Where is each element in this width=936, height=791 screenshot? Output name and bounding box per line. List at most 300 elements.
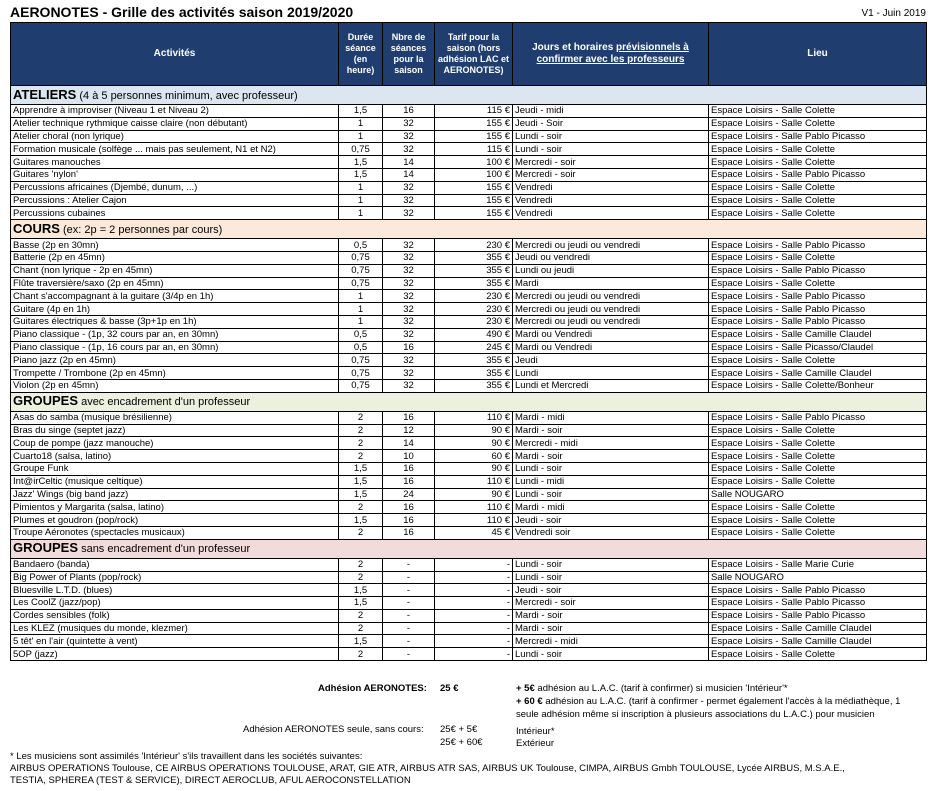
nbre-cell: - <box>383 558 435 571</box>
nbre-cell: 16 <box>383 526 435 539</box>
activities-table <box>10 22 927 661</box>
section-header-cours <box>11 220 927 239</box>
duree-cell: 0,75 <box>339 354 383 367</box>
activite-cell: Apprendre à improviser (Niveau 1 et Niveau 2) <box>11 105 339 118</box>
duree-cell: 0,5 <box>339 239 383 252</box>
activite-cell: Batterie (2p en 45mn) <box>11 251 339 264</box>
tarif-cell: 110 € <box>435 411 513 424</box>
nbre-cell: 12 <box>383 424 435 437</box>
jours-cell: Mardi - soir <box>513 622 709 635</box>
seule-value-interieur: 25€ + 5€ <box>440 724 478 735</box>
lieu-cell: Salle NOUGARO <box>709 488 927 501</box>
table-row <box>11 584 927 597</box>
tarif-cell: 90 € <box>435 462 513 475</box>
activite-cell: Groupe Funk <box>11 462 339 475</box>
nbre-cell: 32 <box>383 328 435 341</box>
activite-cell: Percussions : Atelier Cajon <box>11 194 339 207</box>
tarif-cell: 155 € <box>435 130 513 143</box>
tarif-cell: 355 € <box>435 379 513 392</box>
duree-cell: 0,5 <box>339 328 383 341</box>
table-row <box>11 117 927 130</box>
table-row <box>11 105 927 118</box>
column-header-lieu: Lieu <box>709 23 927 86</box>
lieu-cell: Espace Loisirs - Salle Colette <box>709 117 927 130</box>
nbre-cell: 32 <box>383 130 435 143</box>
duree-cell: 0,75 <box>339 367 383 380</box>
duree-cell: 2 <box>339 622 383 635</box>
jours-header-text: Jours et horaires <box>532 42 617 53</box>
lieu-cell: Espace Loisirs - Salle Colette <box>709 354 927 367</box>
duree-cell: 1,5 <box>339 168 383 181</box>
table-row <box>11 597 927 610</box>
lieu-cell: Espace Loisirs - Salle Pablo Picasso <box>709 597 927 610</box>
nbre-cell: 32 <box>383 277 435 290</box>
table-row <box>11 635 927 648</box>
tarif-cell: 90 € <box>435 424 513 437</box>
duree-cell: 1 <box>339 117 383 130</box>
table-row <box>11 379 927 392</box>
nbre-cell: 14 <box>383 437 435 450</box>
tarif-cell: - <box>435 571 513 584</box>
tarif-cell: 100 € <box>435 168 513 181</box>
lieu-cell: Espace Loisirs - Salle Pablo Picasso <box>709 290 927 303</box>
column-header-duree: Durée séance (en heure) <box>339 23 383 86</box>
duree-cell: 0,75 <box>339 379 383 392</box>
table-row <box>11 367 927 380</box>
lieu-cell: Espace Loisirs - Salle Picasso/Claudel <box>709 341 927 354</box>
duree-cell: 2 <box>339 424 383 437</box>
tarif-cell: 90 € <box>435 437 513 450</box>
jours-cell: Mardi - soir <box>513 609 709 622</box>
tarif-cell: 155 € <box>435 181 513 194</box>
activite-cell: Bras du singe (septet jazz) <box>11 424 339 437</box>
lieu-cell: Espace Loisirs - Salle Camille Claudel <box>709 367 927 380</box>
jours-cell: Lundi - soir <box>513 648 709 661</box>
duree-cell: 2 <box>339 558 383 571</box>
jours-cell: Lundi - soir <box>513 488 709 501</box>
nbre-cell: 16 <box>383 501 435 514</box>
duree-cell: 0,75 <box>339 251 383 264</box>
duree-cell: 2 <box>339 609 383 622</box>
nbre-cell: 16 <box>383 341 435 354</box>
duree-cell: 1,5 <box>339 488 383 501</box>
lieu-cell: Espace Loisirs - Salle Colette <box>709 450 927 463</box>
table-row <box>11 526 927 539</box>
activite-cell: 5OP (jazz) <box>11 648 339 661</box>
activite-cell: Les KLEZ (musiques du monde, klezmer) <box>11 622 339 635</box>
table-row <box>11 424 927 437</box>
duree-cell: 1,5 <box>339 105 383 118</box>
duree-cell: 2 <box>339 450 383 463</box>
jours-cell: Vendredi <box>513 207 709 220</box>
duree-cell: 2 <box>339 648 383 661</box>
nbre-cell: 32 <box>383 264 435 277</box>
activite-cell: Asas do samba (musique brésilienne) <box>11 411 339 424</box>
table-row <box>11 130 927 143</box>
nbre-cell: 10 <box>383 450 435 463</box>
section-title-cell <box>11 220 927 239</box>
plus60-amount: + 60 € <box>516 696 543 707</box>
activite-cell: Pimientos y Margarita (salsa, latino) <box>11 501 339 514</box>
table-row <box>11 156 927 169</box>
jours-cell: Lundi - soir <box>513 462 709 475</box>
nbre-cell: 16 <box>383 514 435 527</box>
nbre-cell: 32 <box>383 251 435 264</box>
nbre-cell: 32 <box>383 303 435 316</box>
tarif-cell: 110 € <box>435 501 513 514</box>
adhesion-label: Adhésion AERONOTES: <box>318 683 427 694</box>
lieu-cell: Espace Loisirs - Salle Camille Claudel <box>709 622 927 635</box>
jours-cell: Mercredi ou jeudi ou vendredi <box>513 239 709 252</box>
section-title: GROUPES <box>13 540 79 556</box>
section-title: ATELIERS <box>13 86 77 102</box>
table-row <box>11 462 927 475</box>
section-title: GROUPES <box>13 393 79 409</box>
jours-cell: Mercredi ou jeudi ou vendredi <box>513 303 709 316</box>
table-row <box>11 143 927 156</box>
duree-cell: 1,5 <box>339 597 383 610</box>
jours-cell: Mardi - soir <box>513 450 709 463</box>
activite-cell: Basse (2p en 30mn) <box>11 239 339 252</box>
activite-cell: Cordes sensibles (folk) <box>11 609 339 622</box>
seule-value-exterieur: 25€ + 60€ <box>440 737 483 748</box>
interieur-label: Intérieur* <box>516 726 555 737</box>
activite-cell: Guitare (4p en 1h) <box>11 303 339 316</box>
nbre-cell: 16 <box>383 475 435 488</box>
jours-cell: Mercredi ou jeudi ou vendredi <box>513 290 709 303</box>
tarif-cell: 60 € <box>435 450 513 463</box>
version-label: V1 - Juin 2019 <box>861 8 926 19</box>
nbre-cell: 32 <box>383 207 435 220</box>
column-header-activites: Activités <box>11 23 339 86</box>
tarif-cell: 355 € <box>435 264 513 277</box>
footnote-line3: TESTIA, SPHEREA (TEST & SERVICE), DIRECT AEROCLUB, AFUL AEROCONSTELLATION <box>10 775 411 786</box>
duree-cell: 2 <box>339 571 383 584</box>
duree-cell: 1 <box>339 130 383 143</box>
lieu-cell: Espace Loisirs - Salle Colette <box>709 501 927 514</box>
section-header-groupes2 <box>11 539 927 558</box>
duree-cell: 0,75 <box>339 143 383 156</box>
nbre-cell: - <box>383 609 435 622</box>
table-body <box>11 86 927 661</box>
jours-cell: Jeudi - Soir <box>513 117 709 130</box>
tarif-cell: 110 € <box>435 514 513 527</box>
table-row <box>11 437 927 450</box>
activite-cell: Coup de pompe (jazz manouche) <box>11 437 339 450</box>
nbre-cell: 32 <box>383 315 435 328</box>
section-title-cell <box>11 86 927 105</box>
duree-cell: 0,75 <box>339 264 383 277</box>
tarif-cell: - <box>435 622 513 635</box>
duree-cell: 1,5 <box>339 156 383 169</box>
table-row <box>11 290 927 303</box>
tarif-cell: 115 € <box>435 105 513 118</box>
lieu-cell: Salle NOUGARO <box>709 571 927 584</box>
jours-cell: Vendredi <box>513 194 709 207</box>
tarif-cell: 355 € <box>435 367 513 380</box>
tarif-cell: 110 € <box>435 475 513 488</box>
page-title: AERONOTES - Grille des activités saison 2019/2020 <box>10 4 354 20</box>
table-row <box>11 303 927 316</box>
nbre-cell: 32 <box>383 290 435 303</box>
plus60-line2: seule adhésion même si inscription à plusieurs associations du L.A.C.) pour musicien <box>516 709 875 720</box>
lieu-cell: Espace Loisirs - Salle Colette <box>709 437 927 450</box>
tarif-cell: 155 € <box>435 207 513 220</box>
section-header-groupes <box>11 392 927 411</box>
plus5-line <box>516 683 788 694</box>
nbre-cell: 32 <box>383 239 435 252</box>
tarif-cell: 355 € <box>435 277 513 290</box>
tarif-cell: 490 € <box>435 328 513 341</box>
activite-cell: Big Power of Plants (pop/rock) <box>11 571 339 584</box>
lieu-cell: Espace Loisirs - Salle Marie Curie <box>709 558 927 571</box>
table-row <box>11 622 927 635</box>
tarif-cell: 45 € <box>435 526 513 539</box>
section-subtitle: (4 à 5 personnes minimum, avec professeur) <box>76 89 298 102</box>
jours-cell: Lundi ou jeudi <box>513 264 709 277</box>
duree-cell: 0,75 <box>339 277 383 290</box>
tarif-cell: 100 € <box>435 156 513 169</box>
table-row <box>11 558 927 571</box>
table-row <box>11 277 927 290</box>
tarif-cell: - <box>435 648 513 661</box>
activite-cell: Jazz' Wings (big band jazz) <box>11 488 339 501</box>
section-title-cell <box>11 392 927 411</box>
plus5-text: adhésion au L.A.C. (tarif à confirmer) si musicien 'Intérieur'* <box>534 683 788 694</box>
jours-cell: Mercredi - soir <box>513 597 709 610</box>
jours-cell: Mardi ou Vendredi <box>513 328 709 341</box>
jours-cell: Jeudi ou vendredi <box>513 251 709 264</box>
lieu-cell: Espace Loisirs - Salle Pablo Picasso <box>709 584 927 597</box>
lieu-cell: Espace Loisirs - Salle Colette <box>709 424 927 437</box>
nbre-cell: 16 <box>383 462 435 475</box>
lieu-cell: Espace Loisirs - Salle Colette <box>709 194 927 207</box>
jours-cell: Lundi - soir <box>513 571 709 584</box>
jours-cell: Jeudi <box>513 354 709 367</box>
jours-cell: Jeudi - soir <box>513 584 709 597</box>
activite-cell: Trompette / Trombone (2p en 45mn) <box>11 367 339 380</box>
duree-cell: 2 <box>339 437 383 450</box>
seule-label: Adhésion AERONOTES seule, sans cours: <box>243 724 424 735</box>
column-header-jours <box>513 23 709 86</box>
lieu-cell: Espace Loisirs - Salle Pablo Picasso <box>709 168 927 181</box>
duree-cell: 1,5 <box>339 514 383 527</box>
table-row <box>11 168 927 181</box>
table-row <box>11 488 927 501</box>
duree-cell: 1 <box>339 303 383 316</box>
jours-cell: Lundi - soir <box>513 130 709 143</box>
tarif-cell: 230 € <box>435 315 513 328</box>
lieu-cell: Espace Loisirs - Salle Colette <box>709 648 927 661</box>
footnote-line1: * Les musiciens sont assimilés 'Intérieur' s'ils travaillent dans les sociétés suivantes: <box>10 751 363 762</box>
table-row <box>11 450 927 463</box>
lieu-cell: Espace Loisirs - Salle Colette <box>709 181 927 194</box>
table-row <box>11 648 927 661</box>
section-subtitle: (ex: 2p = 2 personnes par cours) <box>59 223 223 236</box>
tarif-cell: - <box>435 635 513 648</box>
duree-cell: 1,5 <box>339 635 383 648</box>
activite-cell: Percussions africaines (Djembé, dunum, ...) <box>11 181 339 194</box>
duree-cell: 1 <box>339 290 383 303</box>
table-row <box>11 571 927 584</box>
lieu-cell: Espace Loisirs - Salle Camille Claudel <box>709 328 927 341</box>
table-row <box>11 514 927 527</box>
jours-cell: Lundi - soir <box>513 143 709 156</box>
tarif-cell: - <box>435 558 513 571</box>
nbre-cell: 32 <box>383 367 435 380</box>
tarif-cell: 115 € <box>435 143 513 156</box>
lieu-cell: Espace Loisirs - Salle Colette <box>709 475 927 488</box>
adhesion-value: 25 € <box>440 683 459 694</box>
duree-cell: 2 <box>339 411 383 424</box>
lieu-cell: Espace Loisirs - Salle Colette <box>709 514 927 527</box>
lieu-cell: Espace Loisirs - Salle Colette <box>709 462 927 475</box>
activite-cell: Piano classique - (1p, 16 cours par an, en 30mn) <box>11 341 339 354</box>
table-row <box>11 194 927 207</box>
table-row <box>11 475 927 488</box>
nbre-cell: 32 <box>383 194 435 207</box>
duree-cell: 2 <box>339 526 383 539</box>
lieu-cell: Espace Loisirs - Salle Colette <box>709 156 927 169</box>
nbre-cell: 24 <box>383 488 435 501</box>
duree-cell: 1 <box>339 315 383 328</box>
lieu-cell: Espace Loisirs - Salle Pablo Picasso <box>709 239 927 252</box>
tarif-cell: 155 € <box>435 117 513 130</box>
lieu-cell: Espace Loisirs - Salle Colette <box>709 251 927 264</box>
activite-cell: Flûte traversière/saxo (2p en 45mn) <box>11 277 339 290</box>
section-title-cell <box>11 539 927 558</box>
table-row <box>11 264 927 277</box>
nbre-cell: 32 <box>383 143 435 156</box>
section-subtitle: sans encadrement d'un professeur <box>78 543 251 556</box>
table-row <box>11 181 927 194</box>
activite-cell: Troupe Aéronotes (spectacles musicaux) <box>11 526 339 539</box>
nbre-cell: 14 <box>383 168 435 181</box>
activite-cell: Guitares électriques & basse (3p+1p en 1h) <box>11 315 339 328</box>
table-row <box>11 609 927 622</box>
plus5-amount: + 5€ <box>516 683 535 694</box>
jours-cell: Mercredi ou jeudi ou vendredi <box>513 315 709 328</box>
tarif-cell: 230 € <box>435 290 513 303</box>
tarif-cell: - <box>435 584 513 597</box>
table-row <box>11 239 927 252</box>
tarif-cell: 245 € <box>435 341 513 354</box>
activite-cell: 5 têt' en l'air (quintette à vent) <box>11 635 339 648</box>
table-row <box>11 341 927 354</box>
activite-cell: Atelier choral (non lyrique) <box>11 130 339 143</box>
duree-cell: 2 <box>339 501 383 514</box>
tarif-cell: 230 € <box>435 239 513 252</box>
activite-cell: Les CoolZ (jazz/pop) <box>11 597 339 610</box>
jours-cell: Jeudi - soir <box>513 514 709 527</box>
lieu-cell: Espace Loisirs - Salle Pablo Picasso <box>709 264 927 277</box>
section-subtitle: avec encadrement d'un professeur <box>78 396 251 409</box>
lieu-cell: Espace Loisirs - Salle Colette <box>709 526 927 539</box>
jours-cell: Vendredi <box>513 181 709 194</box>
table-row <box>11 315 927 328</box>
activite-cell: Bandaero (banda) <box>11 558 339 571</box>
lieu-cell: Espace Loisirs - Salle Colette <box>709 143 927 156</box>
duree-cell: 1 <box>339 194 383 207</box>
duree-cell: 1,5 <box>339 462 383 475</box>
nbre-cell: 32 <box>383 117 435 130</box>
jours-cell: Lundi et Mercredi <box>513 379 709 392</box>
tarif-cell: - <box>435 597 513 610</box>
tarif-cell: 90 € <box>435 488 513 501</box>
activite-cell: Cuarto18 (salsa, latino) <box>11 450 339 463</box>
jours-cell: Lundi <box>513 367 709 380</box>
jours-cell: Mercredi - soir <box>513 156 709 169</box>
activite-cell: Chant s'accompagnant à la guitare (3/4p en 1h) <box>11 290 339 303</box>
nbre-cell: 16 <box>383 105 435 118</box>
table-row <box>11 328 927 341</box>
duree-cell: 0,5 <box>339 341 383 354</box>
plus60-line <box>516 696 900 707</box>
table-row <box>11 251 927 264</box>
nbre-cell: - <box>383 584 435 597</box>
activite-cell: Piano jazz (2p en 45mn) <box>11 354 339 367</box>
tarif-cell: 355 € <box>435 251 513 264</box>
lieu-cell: Espace Loisirs - Salle Colette/Bonheur <box>709 379 927 392</box>
nbre-cell: - <box>383 622 435 635</box>
nbre-cell: - <box>383 635 435 648</box>
jours-header-underlined: prévisionnels à confirmer avec les professeurs <box>536 42 689 65</box>
jours-cell: Lundi - soir <box>513 558 709 571</box>
duree-cell: 1,5 <box>339 584 383 597</box>
activite-cell: Formation musicale (solfège ... mais pas seulement, N1 et N2) <box>11 143 339 156</box>
exterieur-label: Extérieur <box>516 738 555 749</box>
jours-cell: Mardi <box>513 277 709 290</box>
header-bar <box>10 4 926 22</box>
jours-cell: Mercredi - midi <box>513 437 709 450</box>
nbre-cell: 16 <box>383 411 435 424</box>
table-header-row <box>11 23 927 86</box>
lieu-cell: Espace Loisirs - Salle Colette <box>709 105 927 118</box>
footnote-line2: AIRBUS OPERATIONS Toulouse, CE AIRBUS OPERATIONS TOULOUSE, ARAT, GIE ATR, AIRBUS ATR SAS, AIRBUS UK Toulouse, CIMPA, AIRBUS Gmbh TOULOUSE, Lycée AIRBUS, M.S.A.E., <box>10 763 845 774</box>
jours-cell: Jeudi - midi <box>513 105 709 118</box>
activite-cell: Bluesville L.T.D. (blues) <box>11 584 339 597</box>
nbre-cell: 14 <box>383 156 435 169</box>
tarif-cell: - <box>435 609 513 622</box>
jours-cell: Mardi - soir <box>513 424 709 437</box>
lieu-cell: Espace Loisirs - Salle Pablo Picasso <box>709 411 927 424</box>
table-row <box>11 411 927 424</box>
duree-cell: 1 <box>339 181 383 194</box>
lieu-cell: Espace Loisirs - Salle Pablo Picasso <box>709 130 927 143</box>
nbre-cell: - <box>383 648 435 661</box>
activite-cell: Plumes et goudron (pop/rock) <box>11 514 339 527</box>
tarif-cell: 230 € <box>435 303 513 316</box>
activite-cell: Chant (non lyrique - 2p en 45mn) <box>11 264 339 277</box>
nbre-cell: 32 <box>383 379 435 392</box>
nbre-cell: 32 <box>383 181 435 194</box>
jours-cell: Mercredi - soir <box>513 168 709 181</box>
activite-cell: Atelier technique rythmique caisse claire (non débutant) <box>11 117 339 130</box>
plus60-text: adhésion au L.A.C. (tarif à confirmer - permet également l'accès à la médiathèque, 1 <box>542 696 901 707</box>
activite-cell: Piano classique - (1p, 32 cours par an, en 30mn) <box>11 328 339 341</box>
tarif-cell: 155 € <box>435 194 513 207</box>
jours-cell: Mardi ou Vendredi <box>513 341 709 354</box>
lieu-cell: Espace Loisirs - Salle Camille Claudel <box>709 635 927 648</box>
activite-cell: Percussions cubaines <box>11 207 339 220</box>
column-header-nbre: Nbre de séances pour la saison <box>383 23 435 86</box>
section-header-ateliers <box>11 86 927 105</box>
lieu-cell: Espace Loisirs - Salle Colette <box>709 207 927 220</box>
activite-cell: Violon (2p en 45mn) <box>11 379 339 392</box>
lieu-cell: Espace Loisirs - Salle Pablo Picasso <box>709 303 927 316</box>
jours-cell: Mardi - midi <box>513 411 709 424</box>
activite-cell: Guitares 'nylon' <box>11 168 339 181</box>
